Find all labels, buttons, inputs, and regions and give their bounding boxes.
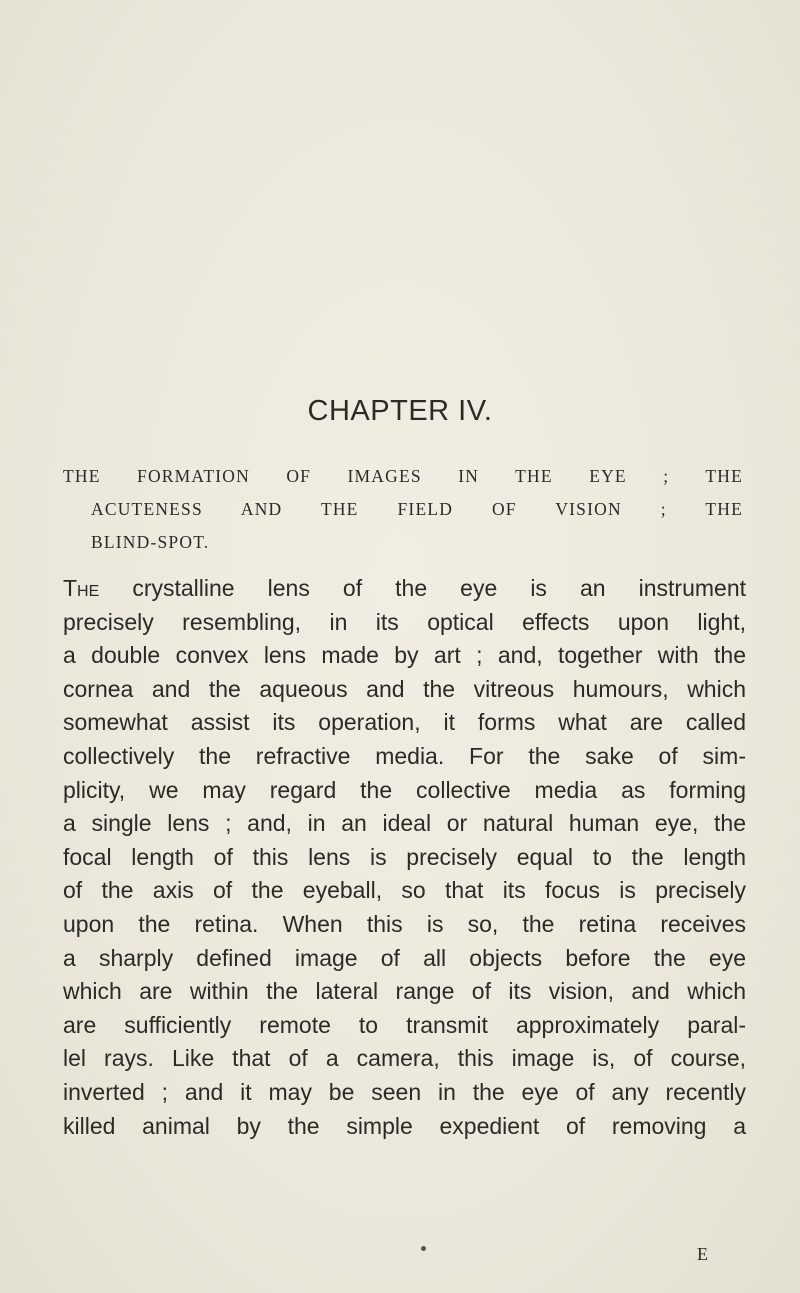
opening-word: The (63, 575, 100, 601)
body-line: inverted ; and it may be seen in the eye of any recently (63, 1078, 746, 1105)
body-line: collectively the refractive media. For the sake of sim- (63, 742, 746, 769)
chapter-title: CHAPTER IV. (307, 395, 493, 427)
subtitle-line: THE FORMATION OF IMAGES IN THE EYE ; THE (63, 466, 743, 486)
body-line: a sharply defined image of all objects before the eye (63, 944, 746, 971)
chapter-subtitle (63, 460, 743, 559)
body-paragraph (63, 572, 746, 1143)
body-line: killed animal by the simple expedient of removing a (63, 1112, 746, 1139)
body-line: which are within the lateral range of its vision, and which (63, 978, 746, 1005)
body-line: focal length of this lens is precisely equal to the length (63, 843, 746, 870)
subtitle-line: ACUTENESS AND THE FIELD OF VISION ; THE (91, 499, 743, 519)
body-line: are sufficiently remote to transmit approximately paral- (63, 1011, 746, 1038)
body-line: cornea and the aqueous and the vitreous humours, which (63, 675, 746, 702)
body-line: precisely resembling, in its optical effects upon light, (63, 608, 746, 635)
body-line: a double convex lens made by art ; and, together with the (63, 642, 746, 669)
body-line: lel rays. Like that of a camera, this image is, of course, (63, 1045, 746, 1072)
body-line: of the axis of the eyeball, so that its focus is precisely (63, 877, 746, 904)
body-line (63, 572, 746, 606)
ink-speck (421, 1246, 426, 1251)
body-line: plicity, we may regard the collective media as forming (63, 776, 746, 803)
body-line: a single lens ; and, in an ideal or natural human eye, the (63, 810, 746, 837)
body-line: somewhat assist its operation, it forms what are called (63, 709, 746, 736)
subtitle-line: BLIND-SPOT. (91, 532, 210, 552)
signature-mark: E (697, 1244, 708, 1264)
body-line: upon the retina. When this is so, the retina receives (63, 910, 746, 937)
opening-line-rest: crystalline lens of the eye is an instrument (99, 575, 746, 601)
